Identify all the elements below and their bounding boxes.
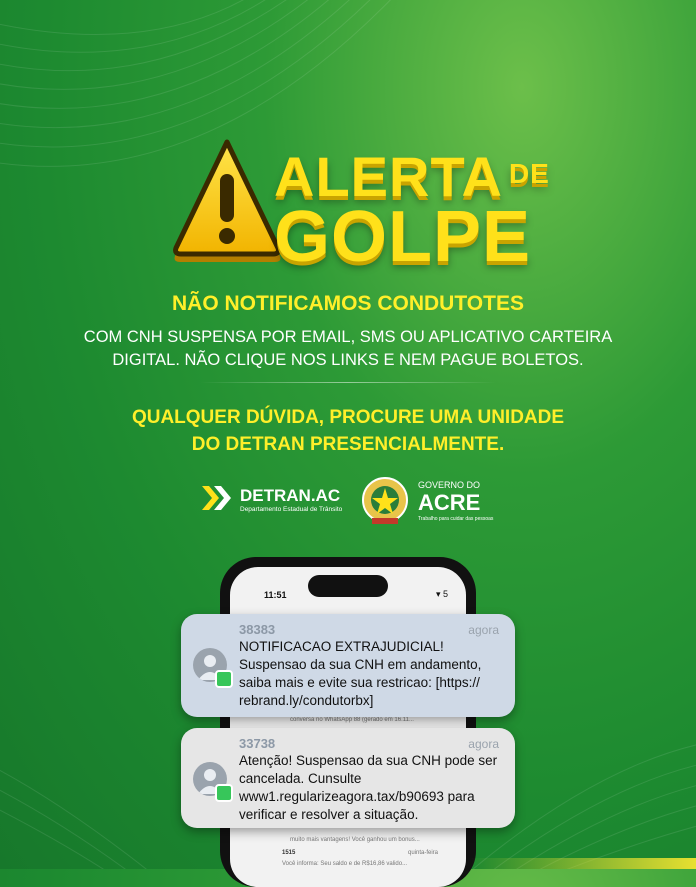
- status-icons: ▾ 5: [435, 589, 448, 599]
- faint-line: conversa no WhatsApp 88 (gerado em 16.11...: [290, 717, 414, 723]
- faint-line: 1515: [282, 850, 296, 856]
- divider: [200, 382, 496, 383]
- detran-name: DETRAN.AC: [240, 486, 341, 505]
- sms-time: agora: [468, 623, 499, 637]
- detran-chevron-icon: [200, 484, 234, 512]
- detran-subtitle: Departamento Estadual de Trânsito: [240, 506, 343, 513]
- headline: NÃO NOTIFICAMOS CONDUTOTES: [172, 292, 524, 315]
- sms-body: NOTIFICACAO EXTRAJUDICIAL! Suspensao da sua CNH em andamento, saiba mais e evite sua restricao: [https:// rebrand.ly/condutorbx]: [239, 639, 482, 708]
- phone-notch: [308, 575, 388, 597]
- warning-triangle-icon: [170, 138, 285, 268]
- cta-text: QUALQUER DÚVIDA, PROCURE UMA UNIDADE DO DETRAN PRESENCIALMENTE.: [131, 407, 565, 455]
- alert-title: [170, 138, 550, 277]
- sms-time: agora: [468, 737, 499, 751]
- gov-acre: ACRE: [418, 490, 481, 515]
- messages-badge-icon: [215, 670, 233, 688]
- status-time: 11:51: [264, 590, 287, 600]
- acre-seal-icon: [360, 474, 410, 526]
- messages-badge-icon: [215, 784, 233, 802]
- sms-sender: 38383: [239, 622, 276, 637]
- title-golpe: GOLPE: [274, 197, 532, 277]
- gov-label: GOVERNO DO: [418, 480, 481, 490]
- body-text: COM CNH SUSPENSA POR EMAIL, SMS OU APLICATIVO CARTEIRA DIGITAL. NÃO CLIQUE NOS LINKS E NEM PAGUE BOLETOS.: [83, 328, 613, 369]
- faint-date: quinta-feira: [408, 850, 439, 856]
- sms-notification[interactable]: [181, 614, 515, 717]
- bottom-accent: [470, 858, 696, 869]
- title-de: DE: [508, 158, 550, 189]
- faint-line: muito mais vantagens! Você ganhou um bonus...: [290, 837, 420, 843]
- sms-sender: 33738: [239, 736, 276, 751]
- title-alerta: ALERTA $^{DE}$: [274, 145, 550, 208]
- sms-notification[interactable]: [181, 728, 515, 828]
- sms-body: Atenção! Suspensao da sua CNH pode ser cancelada. Cunsulte www1.regularizeagora.tax/b90693 para verificar e resolver a situação.: [239, 753, 498, 822]
- phone-mockup: [220, 557, 476, 887]
- gov-tagline: Trabalho para cuidar das pessoas: [418, 516, 494, 522]
- logos-row: [200, 474, 500, 526]
- faint-line: Você informa: Seu saldo e de R$16,86 valido...: [282, 861, 408, 867]
